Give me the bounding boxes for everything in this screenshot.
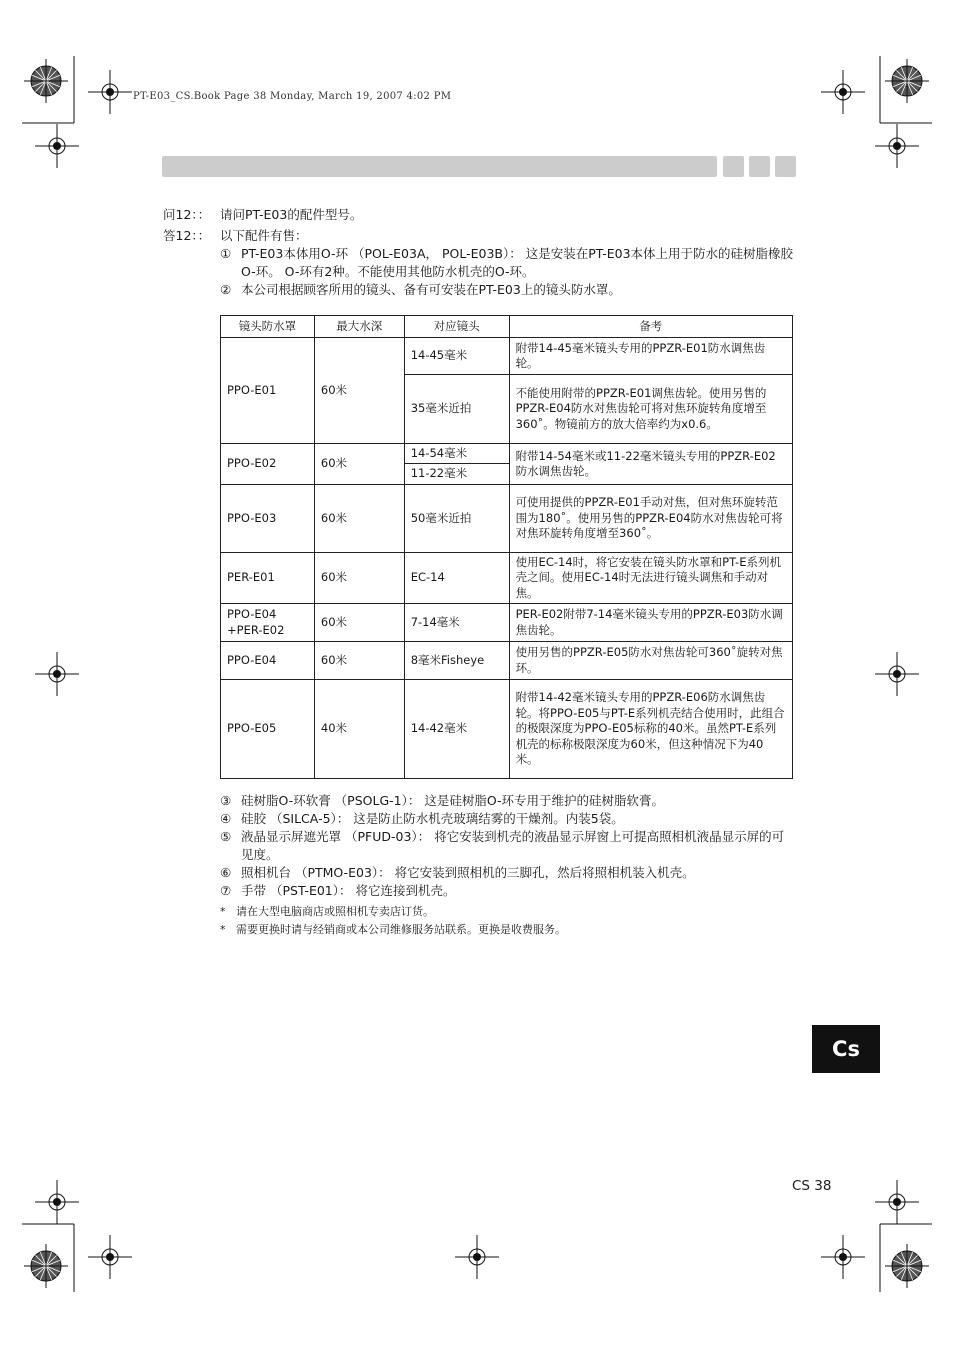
- item-number: ⑤: [220, 829, 232, 844]
- footnotes: [220, 903, 566, 939]
- model-cell: PPO-E04 +PER-E02: [221, 604, 315, 642]
- item-number: ⑦: [220, 883, 232, 898]
- note-cell: 使用EC-14时，将它安装在镜头防水罩和PT-E系列机壳之间。使用EC-14时无法进行镜头调焦和手动对焦。: [509, 553, 792, 604]
- model-cell: PER-E01: [221, 553, 315, 604]
- question-label: 问12：：: [163, 207, 211, 222]
- column-header: 备考: [509, 316, 792, 338]
- footnote-marker: *: [220, 923, 226, 936]
- note-cell: PER-E02附带7-14毫米镜头专用的PPZR-E03防水调焦齿轮。: [509, 604, 792, 642]
- item-text: 手带 （PST-E01）： 将它连接到机壳。: [241, 883, 456, 898]
- model-cell: PPO-E02: [221, 444, 315, 485]
- port-table: [220, 315, 793, 779]
- footnote-marker: *: [220, 905, 226, 918]
- item-number: ①: [220, 246, 232, 261]
- item-number: ②: [220, 282, 232, 297]
- question-text: 请问PT-E03的配件型号。: [220, 207, 363, 222]
- table-row: [221, 642, 793, 680]
- model-cell: PPO-E03: [221, 485, 315, 553]
- item-text: 照相机台 （PTMO-E03）： 将它安装到照相机的三脚孔，然后将照相机装入机壳。: [241, 865, 695, 880]
- lens-cell: 8毫米Fisheye: [404, 642, 509, 680]
- item-text: 液晶显示屏遮光罩 （PFUD-03）： 将它安装到机壳的液晶显示屏窗上可提高照相机液晶显示屏的可见度。: [241, 829, 785, 862]
- table-row: [221, 680, 793, 779]
- footnote: [220, 921, 566, 939]
- depth-cell: 60米: [314, 604, 404, 642]
- note-cell: 使用另售的PPZR-E05防水对焦齿轮可360˚旋转对焦环。: [509, 642, 792, 680]
- note-cell: 不能使用附带的PPZR-E01调焦齿轮。使用另售的PPZR-E04防水对焦齿轮可将对焦环旋转角度增至360˚。物镜前方的放大倍率约为x0.6。: [509, 375, 792, 444]
- lens-cell: 7-14毫米: [404, 604, 509, 642]
- header-bar-block-3: [775, 156, 796, 177]
- model-cell: PPO-E05: [221, 680, 315, 779]
- depth-cell: 40米: [314, 680, 404, 779]
- list-item: [220, 864, 795, 882]
- accessory-list-top: [220, 245, 795, 299]
- column-header: 对应镜头: [404, 316, 509, 338]
- table-row: [221, 444, 793, 464]
- table-row: [221, 485, 793, 553]
- header-bar-block-2: [749, 156, 770, 177]
- lens-cell: 11-22毫米: [404, 464, 509, 485]
- table-row: [221, 553, 793, 604]
- note-cell: 可使用提供的PPZR-E01手动对焦，但对焦环旋转范围为180˚。使用另售的PPZR-E04防水对焦齿轮可将对焦环旋转角度增至360˚。: [509, 485, 792, 553]
- item-text: 硅胶 （SILCA-5）： 这是防止防水机壳玻璃结雾的干燥剂。内装5袋。: [241, 811, 624, 826]
- lens-cell: 35毫米近拍: [404, 375, 509, 444]
- depth-cell: 60米: [314, 642, 404, 680]
- footnote-text: 需要更换时请与经销商或本公司维修服务站联系。更换是收费服务。: [236, 923, 566, 936]
- lens-cell: EC-14: [404, 553, 509, 604]
- note-cell: 附带14-42毫米镜头专用的PPZR-E06防水调焦齿轮。将PPO-E05与PT-E系列机壳结合使用时，此组合的极限深度为PPO-E05标称的40米。虽然PT-E系列机壳的标称极限深度为60米，但这种情况下为40米。: [509, 680, 792, 779]
- depth-cell: 60米: [314, 553, 404, 604]
- item-number: ⑥: [220, 865, 232, 880]
- list-item: [220, 281, 795, 299]
- depth-cell: 60米: [314, 444, 404, 485]
- depth-cell: 60米: [314, 338, 404, 444]
- list-item: [220, 828, 795, 864]
- language-tab: Cs: [812, 1025, 880, 1073]
- print-file-header: PT-E03_CS.Book Page 38 Monday, March 19, 2007 4:02 PM: [133, 91, 452, 102]
- page-number: CS 38: [792, 1178, 832, 1194]
- table-row: [221, 338, 793, 375]
- footnote-text: 请在大型电脑商店或照相机专卖店订货。: [236, 905, 434, 918]
- item-text: PT-E03本体用O-环 （POL-E03A， POL-E03B）： 这是安装在PT-E03本体上用于防水的硅树脂橡胶O-环。 O-环有2种。不能使用其他防水机壳的O-环。: [241, 246, 794, 279]
- list-item: [220, 882, 795, 900]
- lens-cell: 14-45毫米: [404, 338, 509, 375]
- footnote: [220, 903, 566, 921]
- answer-label: 答12：：: [163, 228, 211, 243]
- list-item: [220, 245, 795, 281]
- item-number: ④: [220, 811, 232, 826]
- column-header: 最大水深: [314, 316, 404, 338]
- list-item: [220, 810, 795, 828]
- accessory-list-bottom: [220, 792, 795, 900]
- note-cell: 附带14-45毫米镜头专用的PPZR-E01防水调焦齿轮。: [509, 338, 792, 375]
- model-cell: PPO-E04: [221, 642, 315, 680]
- note-cell: 附带14-54毫米或11-22毫米镜头专用的PPZR-E02防水调焦齿轮。: [509, 444, 792, 485]
- lens-cell: 14-42毫米: [404, 680, 509, 779]
- item-text: 本公司根据顾客所用的镜头、备有可安装在PT-E03上的镜头防水罩。: [241, 282, 621, 297]
- header-bar-block-1: [723, 156, 744, 177]
- item-number: ③: [220, 793, 232, 808]
- list-item: [220, 792, 795, 810]
- column-header: 镜头防水罩: [221, 316, 315, 338]
- header-bar: [162, 156, 717, 177]
- item-text: 硅树脂O-环软膏 （PSOLG-1）： 这是硅树脂O-环专用于维护的硅树脂软膏。: [241, 793, 665, 808]
- depth-cell: 60米: [314, 485, 404, 553]
- answer-text: 以下配件有售：: [220, 228, 308, 243]
- model-cell: PPO-E01: [221, 338, 315, 444]
- table-header-row: [221, 316, 793, 338]
- lens-cell: 50毫米近拍: [404, 485, 509, 553]
- table-row: [221, 604, 793, 642]
- lens-cell: 14-54毫米: [404, 444, 509, 464]
